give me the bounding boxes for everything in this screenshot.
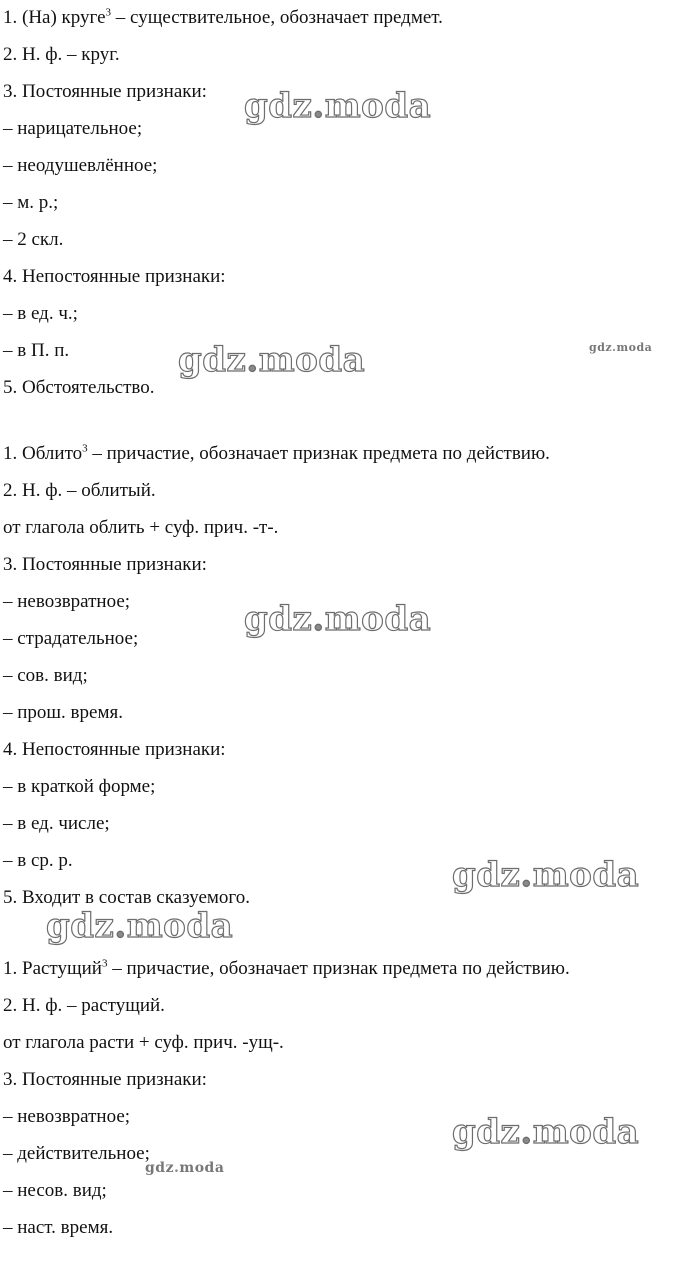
watermark-logo: gdz.moda xyxy=(589,341,653,354)
line-item: 1. Растущий$^3$ – причастие, обозначает признак предмета по действию. xyxy=(3,957,570,979)
line-item: – в ед. числе; xyxy=(3,813,110,834)
line-item: – действительное; xyxy=(3,1143,150,1164)
line-item: 2. Н. ф. – растущий. xyxy=(3,995,165,1016)
line-item: – в П. п. xyxy=(3,340,70,361)
parse-block-oblito xyxy=(3,435,682,916)
line-item: 1. Облито$^3$ – причастие, обозначает признак предмета по действию. xyxy=(3,442,550,464)
line-item: – нарицательное; xyxy=(3,118,143,139)
watermark-logo: gdz.moda xyxy=(244,599,432,639)
watermark-logo: gdz.moda xyxy=(46,906,234,946)
line-item: 5. Входит в состав сказуемого. xyxy=(3,887,250,908)
line-item: – несов. вид; xyxy=(3,1180,107,1201)
line-item: – 2 скл. xyxy=(3,229,64,250)
line-item: 3. Постоянные признаки: xyxy=(3,554,207,575)
watermark-logo: gdz.moda xyxy=(178,340,366,380)
line-item: – невозвратное; xyxy=(3,1106,131,1127)
line-item: 3. Постоянные признаки: xyxy=(3,1069,207,1090)
line-item: 4. Непостоянные признаки: xyxy=(3,739,226,760)
line-item: 2. Н. ф. – круг. xyxy=(3,44,120,65)
line-item: – невозвратное; xyxy=(3,591,131,612)
line-item: – сов. вид; xyxy=(3,665,88,686)
parse-block-krug xyxy=(3,0,682,406)
watermark-logo: gdz.moda xyxy=(452,1112,640,1152)
line-item: – в краткой форме; xyxy=(3,776,156,797)
line-item: – страдательное; xyxy=(3,628,139,649)
line-item: – наст. время. xyxy=(3,1217,114,1238)
line-item: 1. (На) круге$^3$ – существительное, обозначает предмет. xyxy=(3,6,443,28)
line-item: – м. р.; xyxy=(3,192,59,213)
watermark-logo: gdz.moda xyxy=(244,86,432,126)
line-item: от глагола расти + суф. прич. -ущ-. xyxy=(3,1032,284,1053)
line-item: 2. Н. ф. – облитый. xyxy=(3,480,156,501)
line-item: – в ср. р. xyxy=(3,850,73,871)
parse-block-rastushchiy xyxy=(3,950,682,1246)
line-item: – прош. время. xyxy=(3,702,123,723)
line-item: 4. Непостоянные признаки: xyxy=(3,266,226,287)
line-item: от глагола облить + суф. прич. -т-. xyxy=(3,517,279,538)
line-item: 5. Обстоятельство. xyxy=(3,377,155,398)
watermark-logo: gdz.moda xyxy=(145,1160,225,1176)
watermark-logo: gdz.moda xyxy=(452,855,640,895)
line-item: 3. Постоянные признаки: xyxy=(3,81,207,102)
line-item: – в ед. ч.; xyxy=(3,303,78,324)
line-item: – неодушевлённое; xyxy=(3,155,158,176)
